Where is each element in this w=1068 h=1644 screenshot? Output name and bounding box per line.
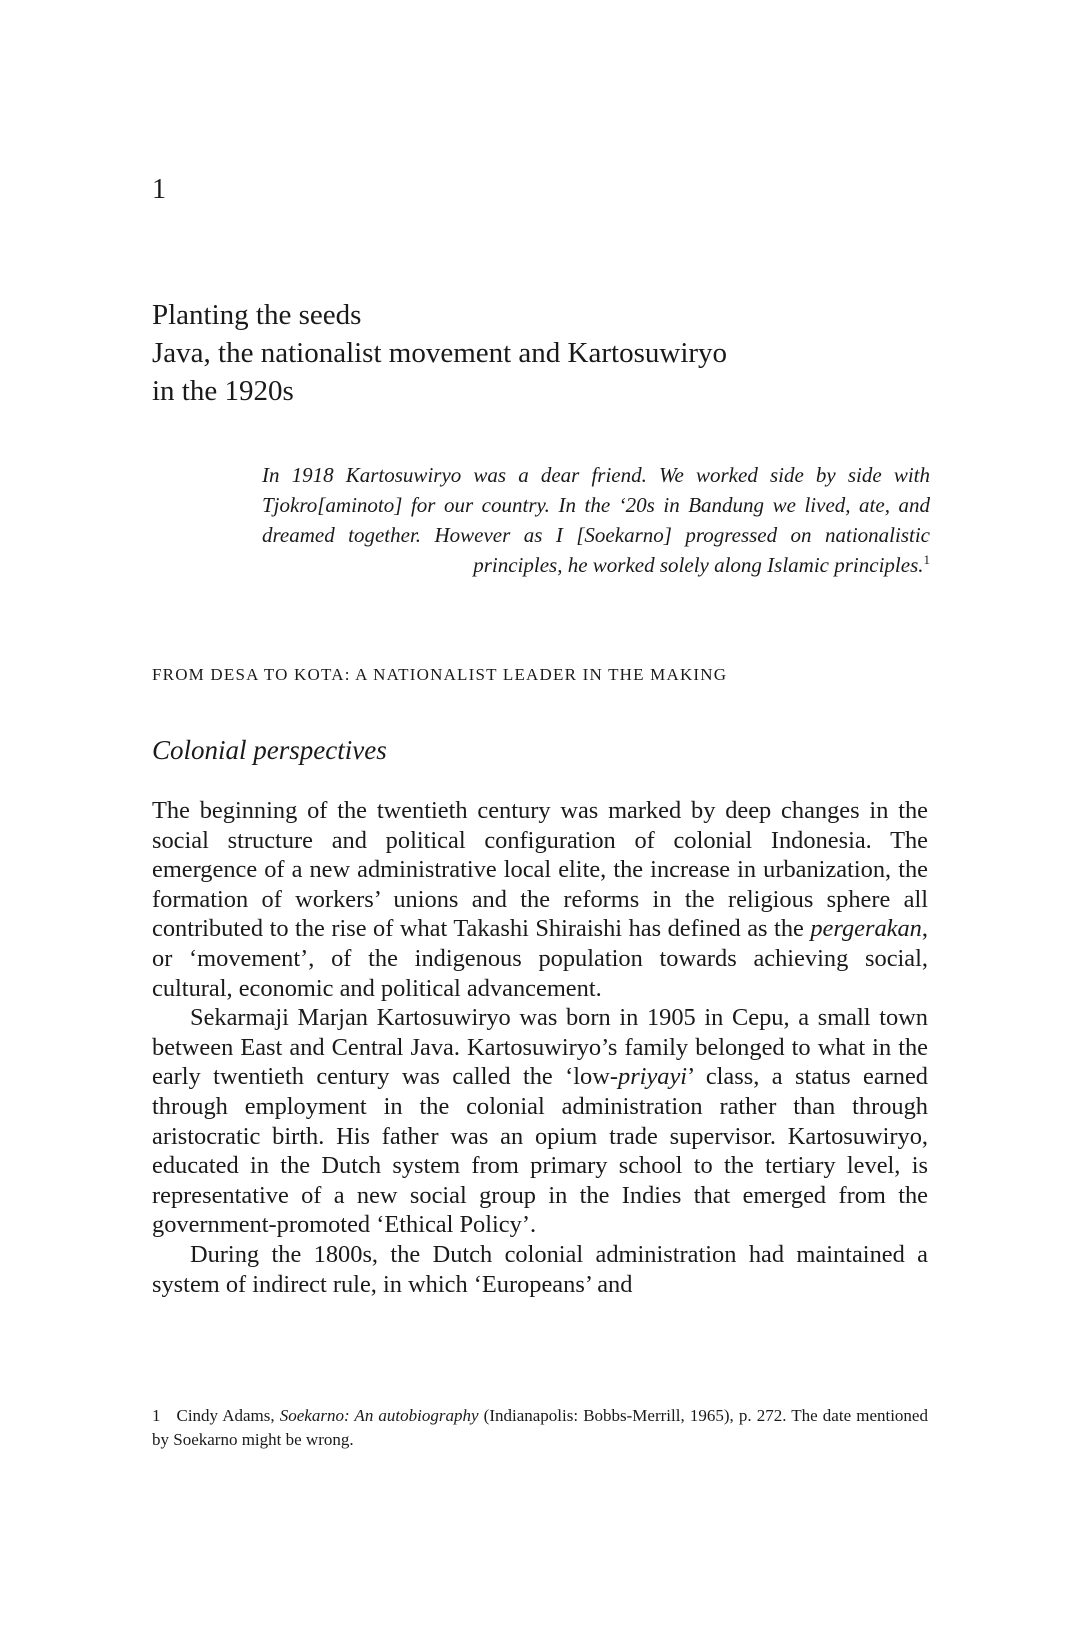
footnote-number: 1	[152, 1406, 161, 1425]
paragraph-1-italic-term: pergerakan	[810, 915, 922, 943]
footnote	[152, 1404, 928, 1452]
paragraph-2-text-a: Sekarmaji Marjan Kartosuwiryo was born in 1905 in Cepu, a small town between East and Central Java. Kartosuwiryo’s family belonged to what in the early twentieth century was called the ‘low-	[152, 1004, 928, 1091]
epigraph-footnote-ref[interactable]: 1	[923, 552, 930, 567]
chapter-title-line-1: Planting the seeds	[152, 299, 362, 331]
body-paragraph-2	[152, 1003, 928, 1240]
footnote-author: Cindy Adams,	[176, 1406, 280, 1425]
footnote-work-title: Soekarno: An autobiography	[279, 1406, 479, 1425]
chapter-title-line-3: in the 1920s	[152, 375, 294, 407]
subsection-heading: Colonial perspectives	[152, 735, 387, 765]
epigraph-quote	[262, 460, 930, 580]
paragraph-1-text-b: , or ‘movement’, of the indigenous population towards achieving social, cultural, economic and political advancement.	[152, 915, 928, 1002]
paragraph-2-italic-term: priyayi	[618, 1063, 688, 1091]
section-heading: FROM DESA TO KOTA: A NATIONALIST LEADER IN THE MAKING	[152, 665, 728, 684]
chapter-title-line-2: Java, the nationalist movement and Kartosuwiryo	[152, 337, 728, 369]
body-text	[152, 796, 928, 1299]
body-paragraph-3: During the 1800s, the Dutch colonial administration had maintained a system of indirect rule, in which ‘Europeans’ and	[152, 1240, 928, 1298]
epigraph-text: In 1918 Kartosuwiryo was a dear friend. We worked side by side with Tjokro[aminoto] for our country. In the ‘20s in Bandung we lived, ate, and dreamed together. However as I [Soekarno] progressed on nationalistic principles, he worked solely along Islamic principles.	[262, 463, 930, 577]
chapter-title	[152, 296, 912, 410]
chapter-number: 1	[152, 174, 166, 205]
footnote-citation: (Indianapolis: Bobbs-Merrill, 1965), p. 272. The date mentioned by Soekarno might be wrong.	[152, 1406, 928, 1449]
paragraph-2-text-b: ’ class, a status earned through employment in the colonial administration rather than through aristocratic birth. His father was an opium trade supervisor. Kartosuwiryo, educated in the Dutch system from primary school to the tertiary level, is representative of a new social group in the Indies that emerged from the government-promoted ‘Ethical Policy’.	[152, 1063, 928, 1239]
body-paragraph-1	[152, 796, 928, 1003]
paragraph-1-text-a: The beginning of the twentieth century was marked by deep changes in the social structure and political configuration of colonial Indonesia. The emergence of a new administrative local elite, the increase in urbanization, the formation of workers’ unions and the reforms in the religious sphere all contributed to the rise of what Takashi Shiraishi has defined as the	[152, 797, 928, 943]
